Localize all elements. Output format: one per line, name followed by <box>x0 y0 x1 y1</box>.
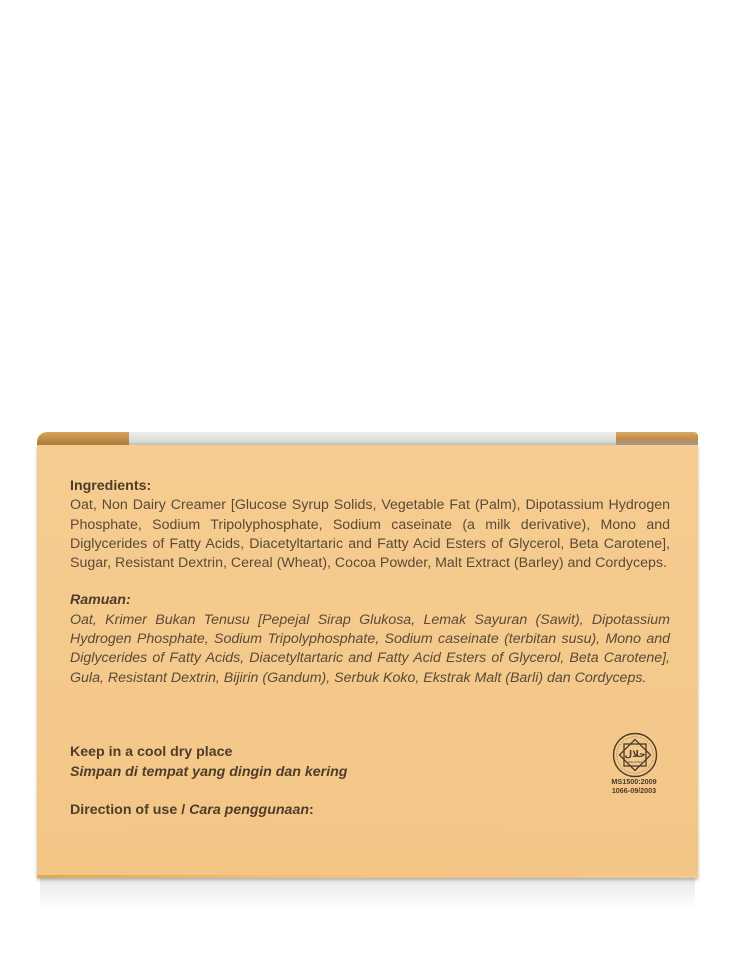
box-flap-left <box>37 432 129 445</box>
ingredients-text: Oat, Non Dairy Creamer [Glucose Syrup Solids, Vegetable Fat (Palm), Dipotassium Hydrogen Phosphate, Sodium Tripolyphosphate, Sodium caseinate (a milk derivative), Mono and Diglycerides of Fatty Acids, Diacetyltartaric and Fatty Acid Esters of Glycerol, Beta Carotene], Sugar, Resistant Dextrin, Cereal (Wheat), Cocoa Powder, Malt Extract (Barley) and Cordyceps. <box>70 497 670 572</box>
storage-instructions <box>70 743 347 782</box>
direction-separator: / <box>181 802 186 818</box>
halal-logo-icon <box>612 732 658 778</box>
box-lid-top <box>129 432 616 445</box>
halal-standard: MS1500:2009 <box>611 777 657 786</box>
ramuan-heading: Ramuan: <box>70 592 131 609</box>
halal-certification <box>596 777 672 795</box>
box-lid <box>37 432 698 445</box>
ramuan-text: Oat, Krimer Bukan Tenusu [Pepejal Sirap Glukosa, Lemak Sayuran (Sawit), Dipotassium Hydrogen Phosphate, Sodium Tripolyphosphate, Sodium caseinate (terbitan susu), Mono and Diglycerides of Fatty Acids, Diacetyltartaric and Fatty Acid Esters of Glycerol, Beta Carotene], Gula, Resistant Dextrin, Bijirin (Gandum), Serbuk Koko, Ekstrak Malt (Barli) dan Cordyceps. <box>70 611 670 686</box>
direction-en: Direction of use <box>70 802 178 818</box>
storage-ms: Simpan di tempat yang dingin dan kering <box>70 763 348 780</box>
direction-ms: Cara penggunaan <box>189 802 309 818</box>
ingredients-heading: Ingredients: <box>70 478 152 494</box>
svg-text:حلال: حلال <box>624 750 646 760</box>
box-flap-right <box>616 432 698 445</box>
direction-of-use <box>70 801 314 820</box>
svg-text:MALAYSIA: MALAYSIA <box>627 760 643 764</box>
storage-en: Keep in a cool dry place <box>70 744 233 760</box>
ingredients-section <box>70 477 670 688</box>
spacer <box>70 573 670 591</box>
direction-colon: : <box>309 802 314 818</box>
box-shadow <box>40 878 695 908</box>
halal-code: 1066-09/2003 <box>611 786 657 795</box>
